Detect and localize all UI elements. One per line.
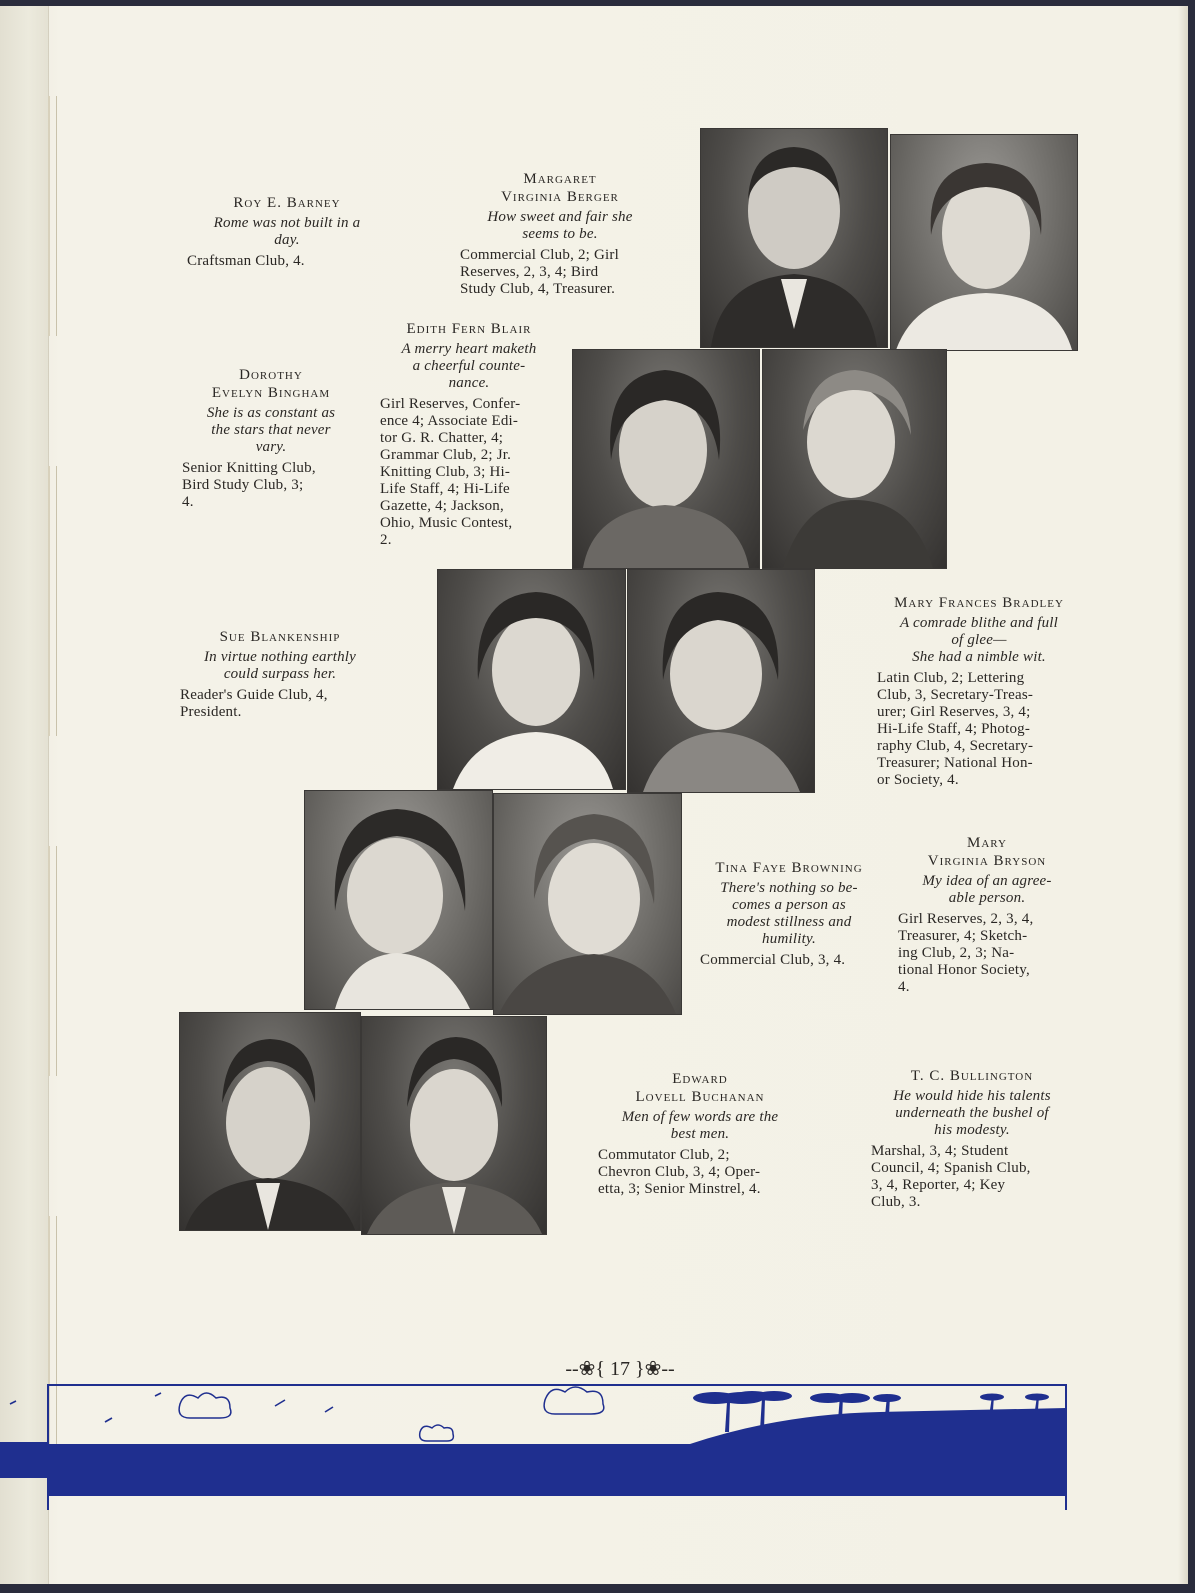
footer-top-rule <box>48 1384 1066 1386</box>
portrait-photo-tc-bullington <box>361 1016 547 1235</box>
student-activities: Girl Reserves, Confer- ence 4; Associate Edi- tor G. R. Chatter, 4; Grammar Club, 2; Jr. Knitting Club, 3; Hi- Life Staff, 4; Hi-Life Gazette, 4; Jackson, Ohio, Music Contest, 2. <box>380 396 521 548</box>
student-activities: Girl Reserves, 2, 3, 4, Treasurer, 4; Sketch- ing Club, 2, 3; Na- tional Honor Society, 4. <box>898 911 1034 995</box>
student-name: T. C. Bullington <box>910 1068 1034 1084</box>
ground-hill <box>48 1408 1066 1496</box>
portrait-silhouette <box>763 350 946 568</box>
student-motto: A comrade blithe and full of glee— She had a nimble wit. <box>899 615 1059 665</box>
book-spine <box>0 6 49 1584</box>
student-activities: Marshal, 3, 4; Student Council, 4; Spanish Club, 3, 4, Reporter, 4; Key Club, 3. <box>871 1143 1031 1210</box>
entry-edith-blair <box>380 320 558 549</box>
page-edge <box>1178 6 1188 1584</box>
portrait-silhouette <box>701 129 887 347</box>
page-number-text: 17 <box>610 1358 630 1380</box>
binding-stitch <box>48 96 57 336</box>
student-motto: Rome was not built in a day. <box>213 215 361 248</box>
portrait-photo-edith-blair <box>572 349 760 569</box>
entry-dorothy-bingham <box>182 366 360 511</box>
portrait-photo-mary-bryson <box>493 793 682 1015</box>
portrait-silhouette <box>305 791 492 1009</box>
ornament-left-icon: --❀{ <box>565 1358 610 1380</box>
student-motto: How sweet and fair she seems to be. <box>487 209 633 242</box>
portrait-silhouette <box>180 1013 360 1230</box>
entry-tc-bullington <box>871 1067 1073 1211</box>
ground-left <box>0 1442 48 1478</box>
entry-mary-bryson <box>898 834 1076 996</box>
binding-stitch <box>48 846 57 1076</box>
student-motto: He would hide his talents underneath the bushel of his modesty. <box>893 1088 1051 1138</box>
portrait-silhouette <box>362 1017 546 1234</box>
portrait-photo-tina-browning <box>304 790 493 1010</box>
student-motto: Men of few words are the best men. <box>621 1109 779 1142</box>
student-motto: My idea of an agree- able person. <box>922 873 1052 906</box>
student-activities: Craftsman Club, 4. <box>187 253 305 269</box>
student-name: Edith Fern Blair <box>406 321 532 337</box>
portrait-photo-roy-barney <box>700 128 888 348</box>
student-motto: There's nothing so be- comes a person as modest stillness and humility. <box>720 880 858 947</box>
ornament-right-icon: }❀-- <box>630 1358 675 1380</box>
student-name: Roy E. Barney <box>233 195 341 211</box>
cloud-icon <box>179 1393 231 1418</box>
student-name: Sue Blankenship <box>219 629 341 645</box>
student-activities: Reader's Guide Club, 4, President. <box>180 687 328 720</box>
student-activities: Commutator Club, 2; Chevron Club, 3, 4; Oper- etta, 3; Senior Minstrel, 4. <box>598 1147 761 1197</box>
student-motto: She is as constant as the stars that never vary. <box>206 405 336 455</box>
page-number <box>565 1356 675 1381</box>
portrait-silhouette <box>891 135 1077 350</box>
portrait-silhouette <box>438 570 625 789</box>
bird-icon <box>10 1393 333 1422</box>
entry-sue-blankenship <box>180 628 380 721</box>
entry-margaret-berger <box>460 170 660 298</box>
cloud-icon <box>544 1387 604 1414</box>
entry-edward-buchanan <box>598 1070 802 1198</box>
portrait-photo-edward-buchanan <box>179 1012 361 1231</box>
student-activities: Latin Club, 2; Lettering Club, 3, Secretary-Treas- urer; Girl Reserves, 3, 4; Hi-Life Staff, 4; Photog- raphy Club, 4, Secretary- Treasurer; National Hon- or Society, 4. <box>877 670 1034 788</box>
portrait-silhouette <box>573 350 759 568</box>
entry-tina-browning <box>700 859 878 969</box>
footer-landscape-illustration <box>0 1384 1068 1510</box>
student-motto: In virtue nothing earthly could surpass her. <box>203 649 357 682</box>
student-motto: A merry heart maketh a cheerful counte- nance. <box>401 341 537 391</box>
portrait-photo-sue-blankenship <box>437 569 626 790</box>
portrait-photo-dorothy-bingham <box>762 349 947 569</box>
student-name: Edward Lovell Buchanan <box>635 1071 765 1105</box>
student-name: Mary Virginia Bryson <box>927 835 1047 869</box>
student-name: Dorothy Evelyn Bingham <box>211 367 331 401</box>
student-activities: Senior Knitting Club, Bird Study Club, 3; 4. <box>182 460 316 510</box>
student-name: Mary Frances Bradley <box>894 595 1064 611</box>
portrait-silhouette <box>494 794 681 1014</box>
student-name: Margaret Virginia Berger <box>501 171 619 205</box>
student-activities: Commercial Club, 2; Girl Reserves, 2, 3, 4; Bird Study Club, 4, Treasurer. <box>460 247 619 297</box>
portrait-photo-mary-bradley <box>627 569 815 793</box>
entry-roy-barney <box>187 194 387 270</box>
palm-tree-icon <box>980 1394 1049 1411</box>
portrait-silhouette <box>628 570 814 792</box>
student-name: Tina Faye Browning <box>715 860 863 876</box>
student-activities: Commercial Club, 3, 4. <box>700 952 846 968</box>
yearbook-page <box>0 6 1188 1584</box>
entry-mary-bradley <box>877 594 1081 789</box>
binding-stitch <box>48 466 57 736</box>
cloud-icon <box>420 1425 454 1441</box>
portrait-photo-margaret-berger <box>890 134 1078 351</box>
